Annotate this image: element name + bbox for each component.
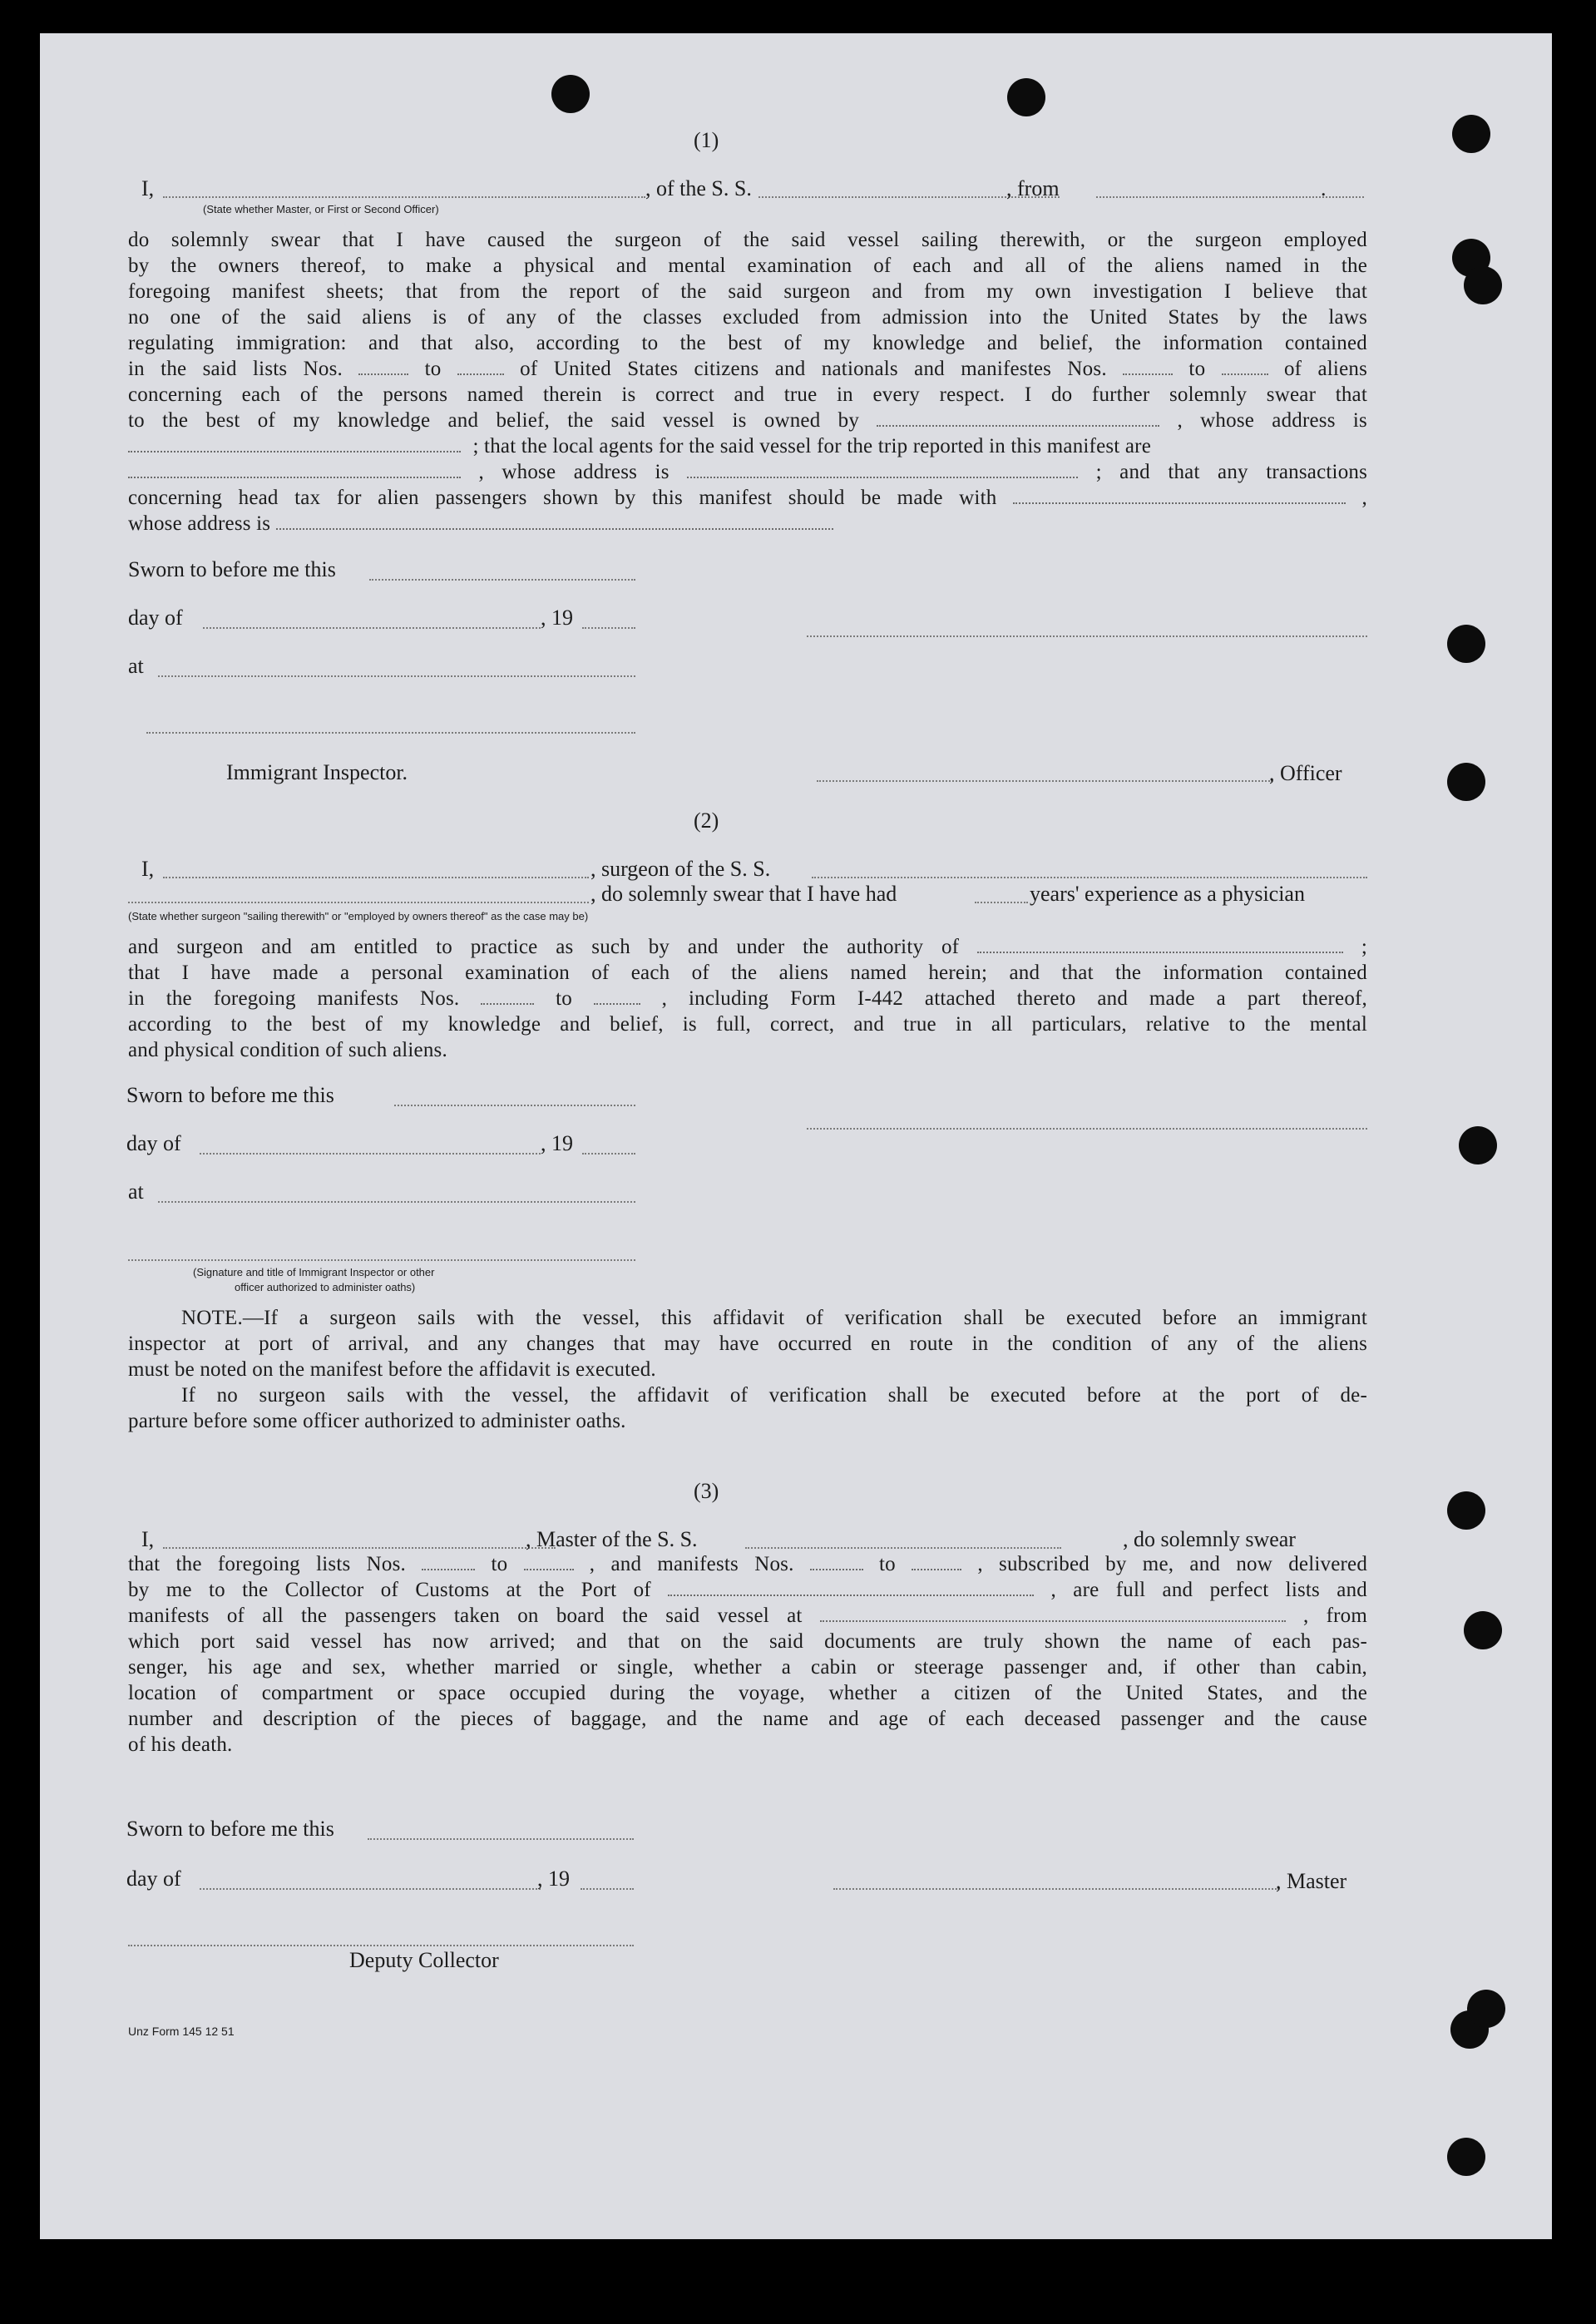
s2-line1-i: I, [141,857,155,881]
s2-paragraph-line: according to the best of my knowledge and belief, is full, correct, and true in all particulars, relative to the mental [128,1013,1367,1036]
s3-collector-label: Deputy Collector [349,1948,499,1972]
s2-manifest-from-field[interactable] [481,986,534,1005]
s1-transactions-label: ; and that any transactions [1095,461,1368,483]
s2-year-label: , 19 [541,1131,573,1155]
s1-aliens-label: of aliens [1283,358,1367,380]
punch-hole-right [1464,1611,1502,1649]
s1-paragraph-line: concerning each of the persons named therein is correct and true in every respect. I do further solemnly swear that [128,383,1367,406]
s2-manifests-label: in the foregoing manifests Nos. [128,987,460,1010]
form-number: Unz Form 145 12 51 [128,2025,235,2038]
surgeon-name-field[interactable] [163,877,589,878]
s1-officer-note: (State whether Master, or First or Second Officer) [203,203,439,215]
s1-sworn-label: Sworn to before me this [128,557,336,581]
s2-swear-label: , do solemnly swear that I have had [590,882,897,906]
s3-paragraph-line: which port said vessel has now arrived; and that on the said documents are truly shown the name of each pas- [128,1630,1367,1653]
s1-owner-line [128,408,1367,433]
s3-paragraph-line: location of compartment or space occupied during the voyage, whether a citizen of the United States, and the [128,1682,1367,1704]
s1-officer-label: , Officer [1269,761,1342,785]
s1-at-field[interactable] [158,675,635,677]
s1-agents-label: ; that the local agents for the said vessel for the trip reported in this manifest are [472,435,1152,457]
note-line: must be noted on the manifest before the affidavit is executed. [128,1358,656,1381]
s3-boarding-port-field[interactable] [820,1604,1286,1622]
s2-dayof-label: day of [126,1131,181,1155]
years-experience-field[interactable] [975,902,1028,903]
s2-at-label: at [128,1179,144,1204]
headtax-field[interactable] [1013,486,1346,504]
s3-year-label: , 19 [537,1867,570,1891]
s3-master-signature-field[interactable] [833,1888,1279,1890]
s3-port-label: by me to the Collector of Customs at the Port of [128,1579,651,1601]
punch-hole-right [1452,115,1490,153]
punch-hole-top-left [551,75,590,113]
s2-semicolon: ; [1361,936,1367,958]
s3-paragraph-line: number and description of the pieces of baggage, and the name and age of each deceased passenger and the cause [128,1708,1367,1730]
section-1-heading: (1) [694,128,719,152]
headtax-address-field[interactable] [276,512,833,530]
s3-lists-label: that the foregoing lists Nos. [128,1553,406,1575]
punch-hole-right [1459,1126,1497,1164]
note-line: inspector at port of arrival, and any changes that may have occurred en route in the condition of any of the aliens [128,1333,1367,1355]
s1-lists-label: in the said lists Nos. [128,358,343,380]
s1-inspector-label: Immigrant Inspector. [226,760,408,784]
s3-lists-line [128,1552,1367,1577]
s3-sworn-date-field[interactable] [368,1838,634,1840]
s1-to-label: to [424,358,442,380]
s1-headtax-label: concerning head tax for alien passengers shown by this manifest should be made with [128,487,997,509]
s2-year-field[interactable] [582,1153,635,1155]
s1-address-label: , whose address is [478,461,670,483]
s2-signature-note-1: (Signature and title of Immigrant Inspector or other [193,1266,435,1278]
s1-comma: , [1361,487,1367,509]
form-sheet [40,33,1552,2239]
s2-authority-label: and surgeon and am entitled to practice as such by and under the authority of [128,936,960,958]
s2-paragraph-line: and physical condition of such aliens. [128,1039,447,1061]
s3-port-line [128,1578,1367,1603]
s3-from-label: , from [1302,1605,1368,1627]
s3-boarding-line [128,1604,1367,1629]
s2-at-field[interactable] [158,1201,635,1203]
s1-manifests-label: of United States citizens and nationals and manifestes Nos. [520,358,1107,380]
list-to-field[interactable] [457,357,504,375]
s1-address-label: whose address is [128,512,271,535]
s1-paragraph-line: no one of the said aliens is of any of the classes excluded from admission into the United States by the laws [128,306,1367,329]
s1-line1-from: , from [1006,176,1060,200]
agents-address-field[interactable] [687,460,1078,478]
s3-collector-signature-field[interactable] [128,1945,634,1946]
section-2-heading: (2) [694,808,719,833]
s1-month-field[interactable] [203,627,541,629]
s1-to-label: to [1188,358,1206,380]
s3-year-field[interactable] [581,1888,634,1890]
section-3-heading: (3) [694,1479,719,1503]
s1-officer-title-field[interactable] [817,780,1272,782]
manifest-from-field[interactable] [1123,357,1173,375]
s2-manifests-line [128,986,1367,1011]
s2-form-label: , including Form I-442 attached thereto and made a part thereof, [661,987,1367,1010]
s1-paragraph-line: do solemnly swear that I have caused the surgeon of the said vessel sailing therewith, or the surgeon employed [128,229,1367,251]
s3-lists-perfect-label: , are full and perfect lists and [1050,1579,1368,1601]
s3-vessel-field[interactable] [745,1547,1061,1549]
punch-hole-right [1447,1491,1485,1530]
s3-to-label: to [491,1553,508,1575]
punch-hole-right [1447,625,1485,663]
s3-master-name-field[interactable] [163,1547,556,1549]
owner-field[interactable] [877,408,1159,427]
s3-list-from-field[interactable] [422,1552,475,1570]
master-name-field[interactable] [163,196,645,198]
s3-line1-i: I, [141,1527,155,1551]
s2-surgeon-signature-field[interactable] [807,1128,1367,1130]
manifest-to-field[interactable] [1222,357,1268,375]
punch-hole-right [1447,763,1485,801]
s3-month-field[interactable] [200,1888,541,1890]
note-line: If no surgeon sails with the vessel, the affidavit of verification shall be executed before at the port of de- [181,1384,1367,1407]
s2-vessel-field[interactable] [812,877,1367,878]
s3-paragraph-line: of his death. [128,1733,233,1756]
s2-experience-label: years' experience as a physician [1030,882,1305,906]
s1-owned-by-label: to the best of my knowledge and belief, the said vessel is owned by [128,409,860,432]
s3-sworn-label: Sworn to before me this [126,1817,334,1841]
s2-sworn-date-field[interactable] [394,1105,635,1106]
s2-inspector-signature-field[interactable] [128,1259,635,1261]
s1-headtax-line [128,486,1367,511]
s3-boarding-label: manifests of all the passengers taken on board the said vessel at [128,1605,803,1627]
punch-hole-right [1464,266,1502,304]
s3-manifests-label: , and manifests Nos. [589,1553,794,1575]
s1-sworn-date-field[interactable] [369,579,635,581]
s2-manifest-to-field[interactable] [594,986,640,1005]
s2-signature-note-2: officer authorized to administer oaths) [235,1281,416,1293]
s3-port-field[interactable] [668,1578,1034,1596]
authority-field[interactable] [977,935,1343,953]
s3-delivered-label: , subscribed by me, and now delivered [977,1553,1368,1575]
punch-hole-right [1467,1990,1505,2028]
s3-to-label: to [879,1553,896,1575]
list-from-field[interactable] [358,357,408,375]
s1-year-field[interactable] [582,627,635,629]
s1-line1-period: . [1321,176,1327,200]
s2-authority-line [128,935,1367,960]
s3-master-title-label: , Master [1276,1869,1347,1893]
agents-field[interactable] [128,460,461,478]
s1-lists-line [128,357,1367,382]
surgeon-status-field[interactable] [128,902,589,903]
s1-paragraph-line: regulating immigration: and that also, according to the best of my knowledge and belief, the information contained [128,332,1367,354]
note-line: NOTE.—If a surgeon sails with the vessel, this affidavit of verification shall be executed before an immigrant [181,1307,1367,1329]
s1-agents-line [128,434,1367,459]
s2-surgeon-note: (State whether surgeon "sailing therewith" or "employed by owners thereof" as the case may be) [128,910,589,922]
s1-paragraph-line: foregoing manifest sheets; that from the report of the said surgeon and from my own investigation I believe that [128,280,1367,303]
s2-to-label: to [556,987,572,1010]
s3-master-label: , Master of the S. S. [526,1527,698,1551]
s3-list-to-field[interactable] [524,1552,574,1570]
s2-paragraph-line: that I have made a personal examination of each of the aliens named herein; and that the information contained [128,962,1367,984]
s2-sworn-label: Sworn to before me this [126,1083,334,1107]
s1-year-label: , 19 [541,606,573,630]
s1-inspector-signature-field[interactable] [146,732,635,734]
s2-line1-surgeon: , surgeon of the S. S. [590,857,771,881]
s1-at-label: at [128,654,144,678]
s1-paragraph-line: by the owners thereof, to make a physical and mental examination of each and all of the aliens named in the [128,255,1367,277]
s3-paragraph-line: senger, his age and sex, whether married or single, whether a cabin or steerage passenger and, if other than cabin, [128,1656,1367,1679]
s1-officer-signature-field[interactable] [807,635,1367,637]
s1-address-label: , whose address is [1177,409,1367,432]
owner-address-field[interactable] [128,434,461,452]
punch-hole-right [1447,2138,1485,2176]
s1-agents-address-line [128,460,1367,485]
s3-dayof-label: day of [126,1867,181,1891]
s3-manifest-from-field[interactable] [810,1552,863,1570]
s1-dayof-label: day of [128,606,183,630]
s1-line1-i: I, [141,176,155,200]
punch-hole-top-right [1007,78,1045,116]
note-line: parture before some officer authorized to administer oaths. [128,1410,626,1432]
s1-line1-of-ss: , of the S. S. [645,176,752,200]
s1-headtax-address-line [128,512,1367,536]
s2-month-field[interactable] [200,1153,541,1155]
s3-manifest-to-field[interactable] [912,1552,961,1570]
s3-swear-label: , do solemnly swear [1123,1527,1296,1551]
